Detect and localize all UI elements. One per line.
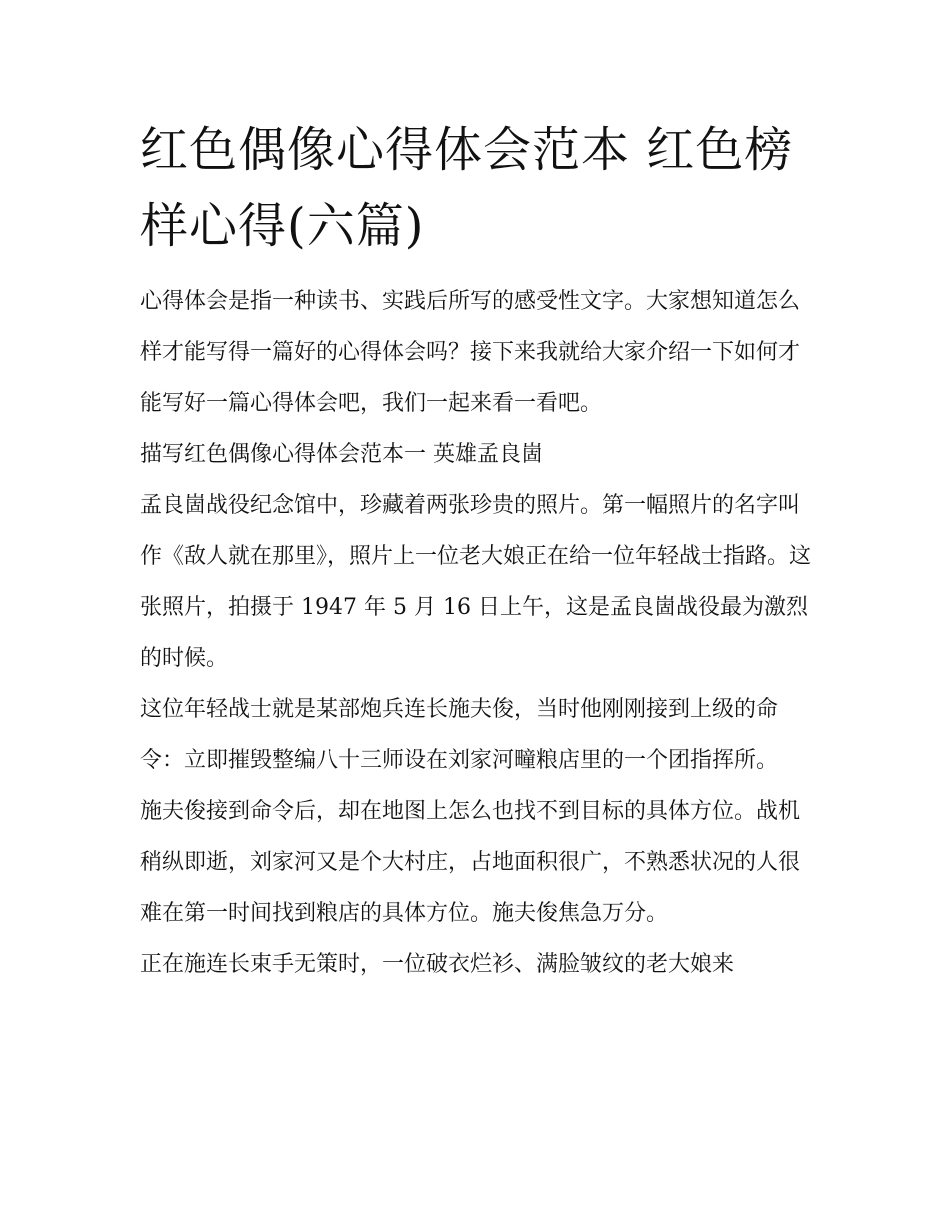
paragraph-grandmother: 正在施连长束手无策时，一位破衣烂衫、满脸皱纹的老大娘来: [140, 952, 735, 977]
paragraph-photo: 孟良崮战役纪念馆中，珍藏着两张珍贵的照片。第一幅照片的名字叫作《敌人就在那里》，照片上一位老大娘正在给一位年轻战士指路。这张照片，拍摄于 1947 年 5 月 16 日上午，这是孟良崮战役最为激烈的时候。: [140, 493, 812, 671]
document-body: [140, 276, 812, 990]
paragraph-search: 施夫俊接到命令后，却在地图上怎么也找不到目标的具体方位。战机稍纵即逝，刘家河又是个大村庄，占地面积很广，不熟悉状况的人很难在第一时间找到粮店的具体方位。施夫俊焦急万分。: [140, 799, 801, 926]
section-heading: 描写红色偶像心得体会范本一 英雄孟良崮: [140, 442, 543, 467]
paragraph-intro: 心得体会是指一种读书、实践后所写的感受性文字。大家想知道怎么样才能写得一篇好的心得体会吗？接下来我就给大家介绍一下如何才能写好一篇心得体会吧，我们一起来看一看吧。: [140, 289, 801, 416]
paragraph-soldier: 这位年轻战士就是某部炮兵连长施夫俊，当时他刚刚接到上级的命令：立即摧毁整编八十三师设在刘家河疃粮店里的一个团指挥所。: [140, 697, 779, 773]
document-title: 红色偶像心得体会范本 红色榜样心得(六篇): [140, 122, 794, 254]
